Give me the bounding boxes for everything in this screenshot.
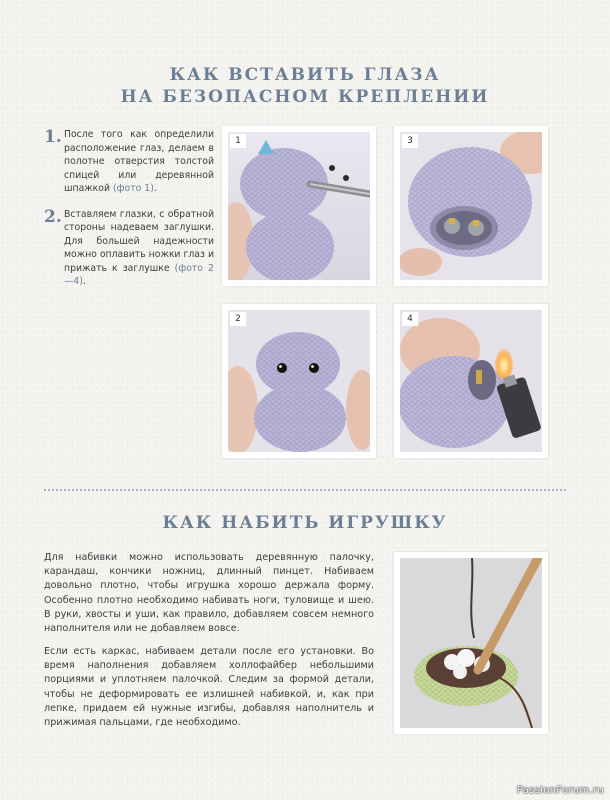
photo-image-melting-legs xyxy=(400,310,542,452)
photo-label: 3 xyxy=(402,134,418,148)
watermark: PassionForum.ru xyxy=(516,785,604,796)
step-2 xyxy=(44,208,214,289)
photo-label: 2 xyxy=(230,312,246,326)
photo-reference: (фото 2—4) xyxy=(64,262,214,287)
photo-label: 1 xyxy=(230,134,246,148)
photo-2 xyxy=(222,304,376,458)
steps-list xyxy=(44,128,214,301)
step-number: 2. xyxy=(44,206,62,227)
photo-4 xyxy=(394,304,548,458)
step-text: После того как определили расположение глаз, делаем в полотне отверстия толстой спицей или деревянной шпажкой (фото 1). xyxy=(64,129,214,194)
stuffing-paragraph-1: Для набивки можно использовать деревянную палочку, карандаш, кончики ножниц, длинный пинцет. Набиваем довольно плотно, чтобы игрушка хорошо держала форму. Особенно плотно необходимо набивать ноги, туловище и шею. В руки, хвосты и уши, как правило, добавляем совсем немного наполнителя или не добавляем вовсе. xyxy=(44,552,374,635)
title-line-1: КАК ВСТАВИТЬ ГЛАЗА xyxy=(169,65,441,85)
photo-1 xyxy=(222,126,376,286)
photo-image-eyes-inserted xyxy=(228,310,370,452)
photo-image-making-hole xyxy=(228,132,370,280)
step-1 xyxy=(44,128,214,196)
photo-reference: (фото 1) xyxy=(112,183,154,194)
stuffing-paragraph-2: Если есть каркас, набиваем детали после его установки. Во время наполнения добавляем холлофайбер небольшими порциями и уплотняем палочкой. Следим за формой детали, чтобы не деформировать ее излишней набивкой, и, как при лепке, придаем ей нужные изгибы, добавляя наполнитель и прижимая пальцами, где необходимо. xyxy=(44,646,374,729)
photo-image-inside-view xyxy=(400,132,542,280)
step-text: Вставляем глазки, с обратной стороны надеваем заглушки. Для большей надежности можно оплавить ножки глаз и прижать к заглушке (фото 2—4). xyxy=(64,208,214,287)
photo-stuffing xyxy=(394,552,548,734)
title-line-2: НА БЕЗОПАСНОМ КРЕПЛЕНИИ xyxy=(120,87,490,107)
photo-image-stuffing-with-stick xyxy=(400,558,542,728)
photo-label: 4 xyxy=(402,312,418,326)
photo-3 xyxy=(394,126,548,286)
section-title-stuffing: КАК НАБИТЬ ИГРУШКУ xyxy=(162,513,448,533)
section-title-eyes xyxy=(0,64,610,108)
section-divider xyxy=(44,489,566,491)
step-number: 1. xyxy=(44,127,62,147)
